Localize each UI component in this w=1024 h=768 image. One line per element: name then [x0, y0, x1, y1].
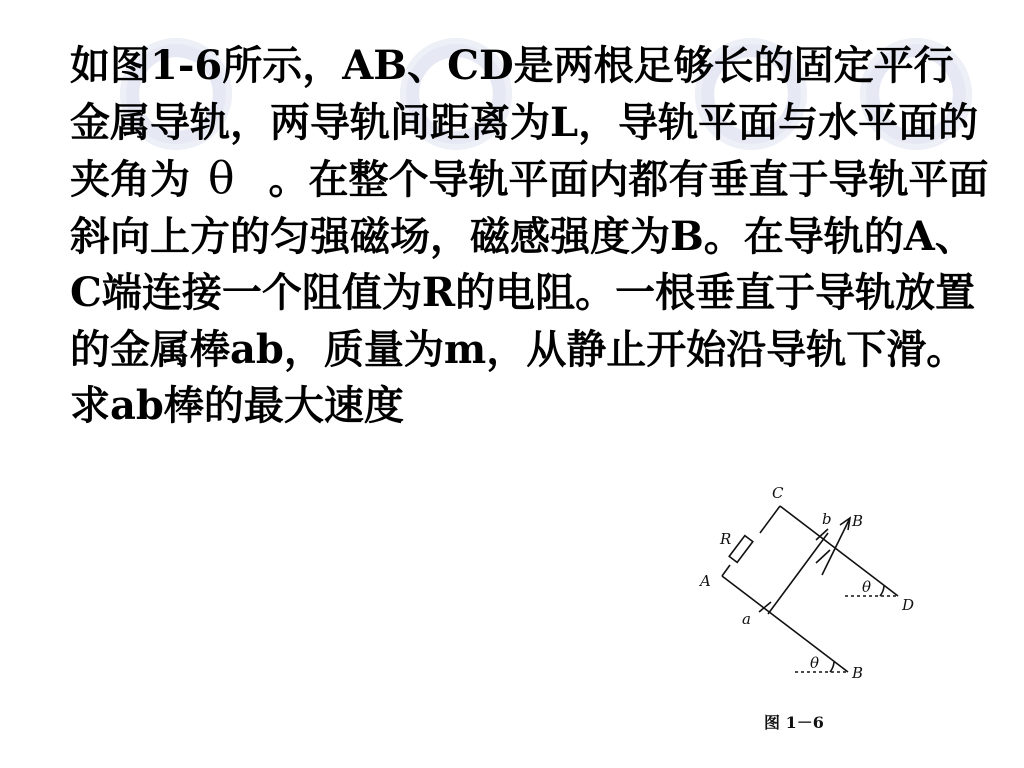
label-theta-top: θ [862, 578, 872, 596]
angle-arc-bottom [830, 662, 834, 672]
figure-1-6 [690, 478, 940, 748]
connector-lower [722, 565, 730, 576]
theta-symbol: θ [208, 153, 235, 204]
label-a-upper: A [700, 572, 711, 590]
rod-ab [768, 533, 828, 614]
problem-statement [70, 38, 990, 435]
angle-arc-top [880, 586, 884, 596]
problem-text-part2: 。在整个导轨平面内都有垂直于导轨平面斜向上方的匀强磁场，磁感强度为B。在导轨的A、C端连接一个阻值为R的电阻。一根垂直于导轨放置的金属棒ab，质量为m，从静止开始沿导轨下滑。求ab棒的最大速度 [70, 156, 989, 429]
problem-text-part1: 如图1-6所示，AB、CD是两根足够长的固定平行金属导轨，两导轨间距离为L，导轨平面与水平面的夹角为 [70, 42, 979, 203]
mark-a [759, 602, 771, 612]
label-theta-bottom: θ [810, 654, 820, 672]
rail-cd [780, 506, 898, 596]
label-c: C [772, 484, 784, 502]
label-b: b [822, 510, 832, 528]
connector-upper [760, 506, 780, 533]
figure-caption: 图 1－6 [764, 713, 824, 732]
label-d: D [902, 596, 915, 614]
label-r: R [720, 530, 732, 548]
label-b-end: B [852, 664, 864, 682]
field-tick-mark [816, 550, 830, 563]
resistor-r [729, 536, 753, 563]
label-b-field: B [852, 512, 864, 530]
label-a-lower: a [742, 610, 751, 628]
